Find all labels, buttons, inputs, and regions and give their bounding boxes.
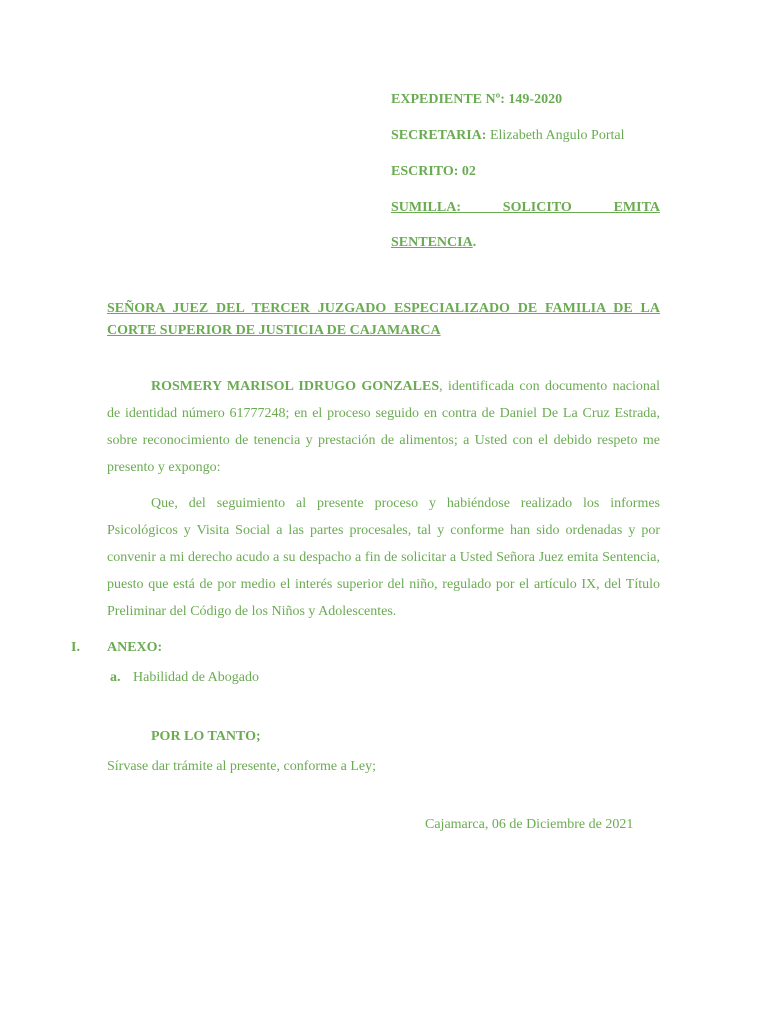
closing-request: Sírvase dar trámite al presente, conforme a Ley; <box>107 759 376 774</box>
intro-paragraph <box>107 373 660 481</box>
annex-item-marker: a. <box>110 670 121 685</box>
addressee-heading: SEÑORA JUEZ DEL TERCER JUZGADO ESPECIALIZADO DE FAMILIA DE LA CORTE SUPERIOR DE JUSTICIA DE CAJAMARCA <box>107 301 660 338</box>
escrito-label: ESCRITO: 02 <box>391 164 476 179</box>
secretaria-label: SECRETARIA: <box>391 128 487 143</box>
petitioner-name: ROSMERY MARISOL IDRUGO GONZALES <box>151 379 440 394</box>
expediente-label: EXPEDIENTE Nº: 149-2020 <box>391 92 563 107</box>
annex-item-text: Habilidad de Abogado <box>133 670 259 685</box>
body-paragraph: Que, del seguimiento al presente proceso y habiéndose realizado los informes Psicológicos y Visita Social a las partes procesales, tal y conforme han sido ordenadas y por convenir a mi derecho acudo a su despacho a fin de solicitar a Usted Señora Juez emita Sentencia, puesto que está de por medio el interés superior del niño, regulado por el artículo IX, del Título Preliminar del Código de los Niños y Adolescentes. <box>107 496 660 619</box>
sumilla-line2-wrap <box>391 235 476 251</box>
secretaria-value: Elizabeth Angulo Portal <box>489 128 625 143</box>
sumilla-line2: SENTENCIA <box>391 235 473 250</box>
annex-title: ANEXO: <box>107 640 163 655</box>
sumilla-line1: SUMILLA: SOLICITO EMITA <box>391 200 660 215</box>
sumilla-block <box>391 190 660 225</box>
place-date: Cajamarca, 06 de Diciembre de 2021 <box>425 817 634 832</box>
intro-text: , identificada con documento nacional de identidad número 61777248; en el proceso seguido en contra de Daniel De La Cruz Estrada, sobre reconocimiento de tenencia y prestación de alimentos; a Usted con el debido respeto me presento y expongo: <box>107 379 660 475</box>
secretaria-line <box>391 128 624 144</box>
annex-numeral: I. <box>71 640 80 655</box>
por-lo-tanto: POR LO TANTO; <box>151 729 261 744</box>
sumilla-period: . <box>472 235 477 250</box>
